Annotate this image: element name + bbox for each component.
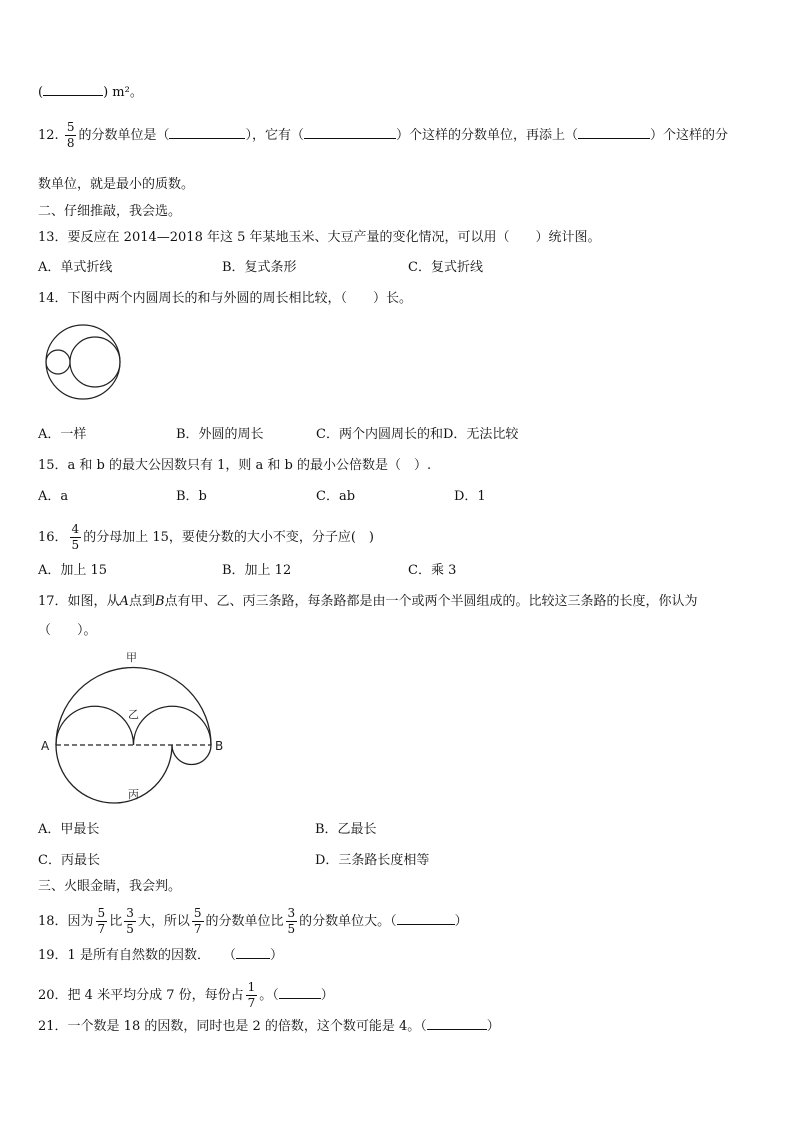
question-text: 18．因为: [38, 914, 94, 929]
question-text: ）: [269, 948, 283, 963]
question-text: ），它有（: [245, 128, 304, 143]
fraction-denominator: 5: [71, 538, 80, 552]
question-15: 15．a 和 b 的最大公因数只有 1，则 a 和 b 的最小公倍数是（ ）.: [38, 458, 432, 473]
fraction-denominator: 7: [247, 996, 256, 1010]
label-a: A: [41, 739, 50, 753]
question-18: [38, 906, 468, 937]
answer-blank[interactable]: [236, 946, 270, 959]
option-c[interactable]: C．复式折线: [408, 260, 483, 275]
option-a[interactable]: A．加上 15: [38, 563, 108, 578]
question-text: 21．一个数是 18 的因数，同时也是 2 的倍数，这个数可能是 4。（: [38, 1019, 427, 1034]
option-d[interactable]: D．三条路长度相等: [315, 853, 430, 868]
paren-open: (: [38, 85, 44, 100]
question-text: ）个这样的分: [650, 128, 729, 143]
option-c[interactable]: C．乘 3: [408, 563, 457, 578]
question-text-continued: （ ）。: [38, 623, 97, 638]
question-text: 的分数单位比: [205, 914, 284, 929]
fraction: [192, 906, 204, 937]
outer-circle: [46, 325, 120, 399]
question-19: [38, 946, 283, 965]
question-16: [38, 522, 374, 553]
label-bing: 丙: [128, 788, 139, 801]
fraction: [70, 522, 82, 553]
option-d[interactable]: D．1: [454, 489, 486, 504]
fraction: [286, 906, 298, 937]
option-c[interactable]: C．ab: [316, 489, 356, 504]
question-text: 20．把 4 米平均分成 7 份，每份占: [38, 988, 244, 1003]
fraction-numerator: 4: [71, 522, 80, 536]
question-14: 14．下图中两个内圆周长的和与外圆的周长相比较，（ ）长。: [38, 291, 413, 306]
question-number: 12.: [38, 128, 59, 143]
fraction: [246, 980, 258, 1011]
question-17: [38, 593, 698, 611]
option-a[interactable]: A．一样: [38, 427, 87, 442]
question-text: 17．如图，从: [38, 594, 120, 609]
fraction-denominator: 7: [193, 922, 202, 936]
fraction-numerator: 3: [287, 906, 296, 920]
option-b[interactable]: B．b: [176, 489, 207, 504]
fraction-denominator: 7: [97, 922, 106, 936]
option-b[interactable]: B．复式条形: [222, 260, 297, 275]
circles-figure: [40, 322, 126, 400]
option-a[interactable]: A．a: [38, 489, 69, 504]
option-a[interactable]: A．甲最长: [38, 822, 100, 837]
fraction-denominator: 5: [126, 922, 134, 936]
question-text: 。（: [259, 988, 279, 1003]
answer-blank[interactable]: [578, 126, 650, 139]
point-a-label: A: [119, 594, 129, 609]
section-heading: 三、火眼金睛，我会判。: [38, 879, 182, 894]
question-text: 点到: [128, 594, 155, 609]
fraction-numerator: 5: [193, 906, 202, 920]
fraction-numerator: 5: [66, 120, 75, 134]
answer-blank[interactable]: [169, 126, 245, 139]
fraction: [124, 906, 136, 937]
question-text: ）: [454, 914, 468, 929]
question-text-continued: 数单位，就是最小的质数。: [38, 177, 195, 192]
label-yi: 乙: [128, 708, 139, 721]
fraction-denominator: 8: [66, 136, 75, 150]
small-inner-circle: [46, 350, 70, 374]
question-12: [38, 120, 728, 151]
answer-blank[interactable]: [304, 126, 396, 139]
fraction-numerator: 3: [126, 906, 134, 920]
fraction: [96, 906, 108, 937]
answer-blank[interactable]: [397, 912, 455, 925]
point-b-label: B: [154, 594, 165, 609]
answer-blank[interactable]: [427, 1017, 487, 1030]
fraction-numerator: 5: [97, 906, 106, 920]
option-b[interactable]: B．加上 12: [222, 563, 292, 578]
question-text: ）: [320, 988, 334, 1003]
option-c[interactable]: C．丙最长: [38, 853, 100, 868]
option-b[interactable]: B．外圆的周长: [176, 427, 264, 442]
section-heading: 二、仔细推敲，我会选。: [38, 204, 182, 219]
option-c-d[interactable]: C．两个内圆周长的和D．无法比较: [316, 427, 519, 442]
question-text: ）个这样的分数单位，再添上（: [396, 128, 579, 143]
question-text: ）: [486, 1019, 500, 1034]
question-text: 19．1 是所有自然数的因数． （: [38, 948, 236, 963]
question-text: 比: [109, 914, 123, 929]
fraction-numerator: 1: [247, 980, 256, 994]
fraction-denominator: 5: [287, 922, 296, 936]
question-number: 16．: [38, 530, 68, 545]
label-jia: 甲: [126, 651, 137, 664]
option-b[interactable]: B．乙最长: [315, 822, 377, 837]
question-20: [38, 980, 334, 1011]
option-a[interactable]: A．单式折线: [38, 260, 113, 275]
answer-blank[interactable]: [43, 83, 103, 96]
question-text: 的分母加上 15，要使分数的大小不变，分子应( ): [83, 530, 375, 545]
question-13: 13．要反应在 2014—2018 年这 5 年某地玉米、大豆产量的变化情况，可以用（ ）统计图。: [38, 230, 601, 245]
unit-text: ) m²。: [103, 85, 143, 100]
question-text: 大，所以: [137, 914, 190, 929]
label-b: B: [215, 739, 224, 753]
answer-blank[interactable]: [279, 986, 321, 999]
path-jia: [56, 668, 211, 746]
paths-figure: [36, 646, 226, 804]
question-text: 的分数单位大。（: [299, 914, 397, 929]
question-text: 点有甲、乙、丙三条路，每条路都是由一个或两个半圆组成的。比较这三条路的长度，你认为: [164, 594, 698, 609]
fraction: [65, 120, 77, 151]
question-text: 的分数单位是（: [78, 128, 170, 143]
large-inner-circle: [70, 337, 120, 387]
continuation-line: [38, 83, 143, 102]
question-21: [38, 1017, 500, 1036]
